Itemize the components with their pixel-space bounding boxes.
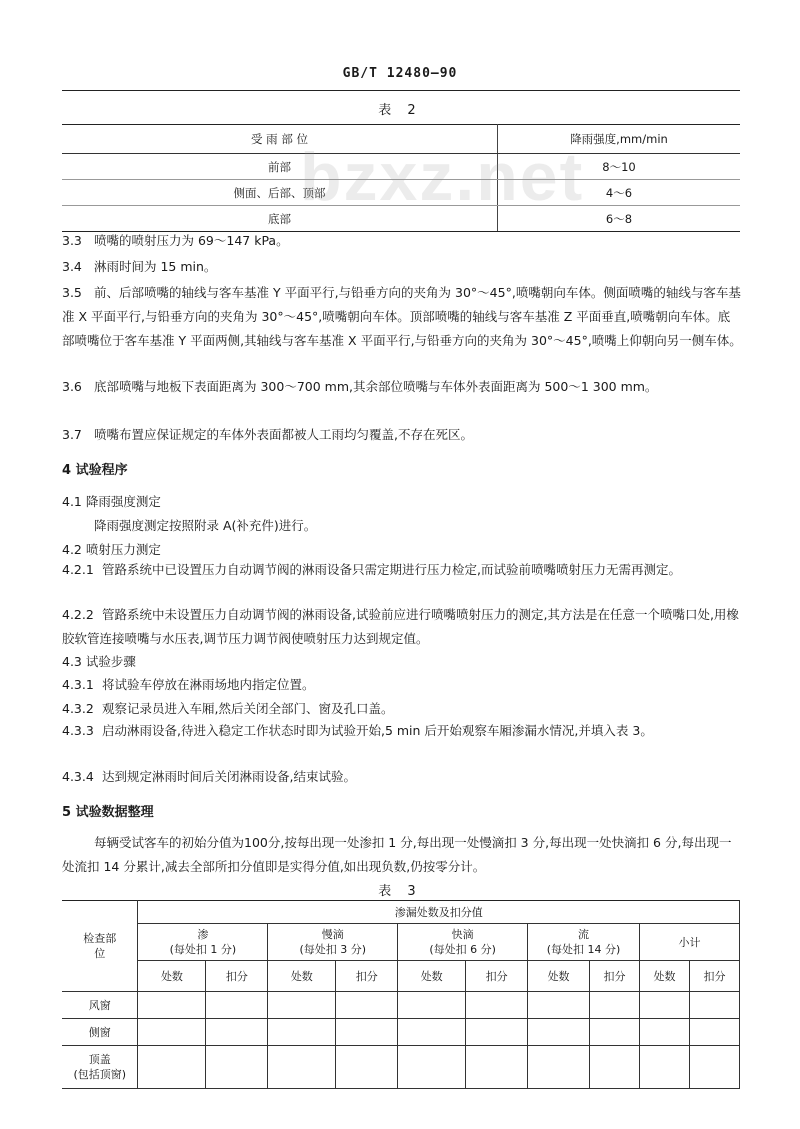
clause-3-4	[62, 255, 742, 279]
group-sub: (每处扣 6 分)	[429, 943, 496, 956]
table3-group-slow-drip	[268, 924, 398, 961]
table2-part: 前部	[62, 154, 498, 180]
deduct-header: 扣分	[590, 961, 640, 992]
clause-text: 前、后部喷嘴的轴线与客车基准 Y 平面平行,与铅垂方向的夹角为 30°～45°,喷嘴朝向车体。侧面喷嘴的轴线与客车基准 X 平面平行,与铅垂方向的夹角为 30°～45°,喷嘴朝向车体。顶部喷嘴的轴线与客车基准 Z 平面垂直,喷嘴朝向车体。底部喷嘴位于客车基准 Y 平面两侧,其轴线与客车基准 X 平面平行,与铅垂方向的夹角为 30°～45°,喷嘴上仰朝向另一侧车体。	[62, 285, 742, 348]
count-header: 处数	[398, 961, 466, 992]
clause-number: 4.3.1	[62, 677, 94, 692]
row-label: 顶盖 (包括顶窗)	[62, 1046, 138, 1089]
watermark: bzxz.net	[300, 139, 585, 215]
table2-value: 8～10	[498, 154, 741, 180]
deduct-header: 扣分	[336, 961, 398, 992]
table3-group-seep	[138, 924, 268, 961]
deduct-header: 扣分	[689, 961, 739, 992]
clause-text: 管路系统中未设置压力自动调节阀的淋雨设备,试验前应进行喷嘴喷射压力的测定,其方法是在任意一个喷嘴口处,用橡胶软管连接喷嘴与水压表,调节压力调节阀使喷射压力达到规定值。	[62, 607, 739, 646]
table2-value: 4～6	[498, 180, 741, 206]
clause-4-3-title: 4.3 试验步骤	[62, 654, 136, 669]
clause-number: 3.5	[62, 285, 82, 300]
clause-4-2-2	[62, 603, 742, 651]
table2-part: 底部	[62, 206, 498, 232]
clause-number: 4.3.3	[62, 723, 94, 738]
section5-text: 每辆受试客车的初始分值为100分,按每出现一处渗扣 1 分,每出现一处慢滴扣 3 分,每出现一处快滴扣 6 分,每出现一处流扣 14 分累计,减去全部所扣分值即是实得分值,如出现负数,仍按零分计。	[62, 835, 732, 874]
section4-heading: 4 试验程序	[62, 463, 128, 478]
clause-text: 管路系统中已设置压力自动调节阀的淋雨设备只需定期进行压力检定,而试验前喷嘴喷射压力无需再测定。	[102, 562, 681, 577]
clause-text: 启动淋雨设备,待进入稳定工作状态时即为试验开始,5 min 后开始观察车厢渗漏水情况,并填入表 3。	[102, 723, 653, 738]
group-sub: (每处扣 14 分)	[546, 943, 621, 956]
clause-3-6	[62, 375, 742, 399]
table2-part: 侧面、后部、顶部	[62, 180, 498, 206]
clause-4-1-title: 4.1 降雨强度测定	[62, 494, 161, 509]
clause-4-1-text: 降雨强度测定按照附录 A(补充件)进行。	[94, 518, 317, 533]
table3-header-row-3	[62, 961, 740, 992]
deduct-header: 扣分	[206, 961, 268, 992]
clause-number: 4.2.1	[62, 562, 94, 577]
clause-number: 4.3.2	[62, 701, 94, 716]
row-label: 风窗	[62, 992, 138, 1019]
clause-text: 达到规定淋雨时间后关闭淋雨设备,结束试验。	[102, 769, 356, 784]
row-label: 侧窗	[62, 1019, 138, 1046]
clause-number: 3.7	[62, 427, 82, 442]
table3-caption: 表 3	[378, 884, 422, 899]
group-name: 流	[578, 928, 590, 941]
clause-4-2-title: 4.2 喷射压力测定	[62, 542, 161, 557]
clause-3-7	[62, 423, 742, 447]
clause-3-3	[62, 229, 742, 253]
table2-col-part: 受 雨 部 位	[62, 125, 498, 154]
group-name: 快滴	[451, 928, 474, 941]
table-row	[62, 1046, 740, 1089]
header-rule	[62, 90, 740, 91]
clause-text: 喷嘴布置应保证规定的车体外表面都被人工雨均匀覆盖,不存在死区。	[94, 427, 473, 442]
clause-number: 4.2.2	[62, 607, 94, 622]
clause-text: 观察记录员进入车厢,然后关闭全部门、窗及孔口盖。	[102, 701, 394, 716]
clause-3-5	[62, 281, 742, 353]
clause-number: 3.6	[62, 379, 82, 394]
clause-number: 3.4	[62, 259, 82, 274]
deduct-header: 扣分	[466, 961, 528, 992]
group-name: 慢滴	[321, 928, 344, 941]
clause-number: 4.3.4	[62, 769, 94, 784]
count-header: 处数	[528, 961, 590, 992]
group-sub: (每处扣 3 分)	[299, 943, 367, 956]
table3-corner: 检查部位	[62, 901, 138, 992]
clause-4-3-3	[62, 719, 742, 743]
table-row	[62, 992, 740, 1019]
table3-group-subtotal: 小计	[639, 924, 739, 961]
clause-text: 将试验车停放在淋雨场地内指定位置。	[102, 677, 315, 692]
clause-4-2-1	[62, 558, 742, 582]
clause-4-3-1	[62, 673, 742, 697]
table2-value: 6～8	[498, 206, 741, 232]
clause-text: 底部喷嘴与地板下表面距离为 300～700 mm,其余部位喷嘴与车体外表面距离为 500～1 300 mm。	[94, 379, 658, 394]
count-header: 处数	[138, 961, 206, 992]
table2-caption: 表 2	[378, 103, 422, 118]
clause-text: 淋雨时间为 15 min。	[94, 259, 217, 274]
clause-4-3-4	[62, 765, 742, 789]
clause-number: 3.3	[62, 233, 82, 248]
count-header: 处数	[639, 961, 689, 992]
table3-top-header: 渗漏处数及扣分值	[138, 901, 740, 924]
clause-4-3-2	[62, 697, 742, 721]
group-sub: (每处扣 1 分)	[169, 943, 237, 956]
clause-text: 喷嘴的喷射压力为 69～147 kPa。	[94, 233, 289, 248]
table2-col-intensity: 降雨强度,mm/min	[498, 125, 741, 154]
count-header: 处数	[268, 961, 336, 992]
group-name: 渗	[197, 928, 209, 941]
table3-header-row-1	[62, 901, 740, 924]
standard-code: GB/T 12480—90	[342, 66, 458, 81]
table3-group-flow	[528, 924, 640, 961]
table-row	[62, 1019, 740, 1046]
section5-heading: 5 试验数据整理	[62, 805, 154, 820]
table3	[62, 900, 740, 1089]
table3-group-fast-drip	[398, 924, 528, 961]
table3-header-row-2	[62, 924, 740, 961]
